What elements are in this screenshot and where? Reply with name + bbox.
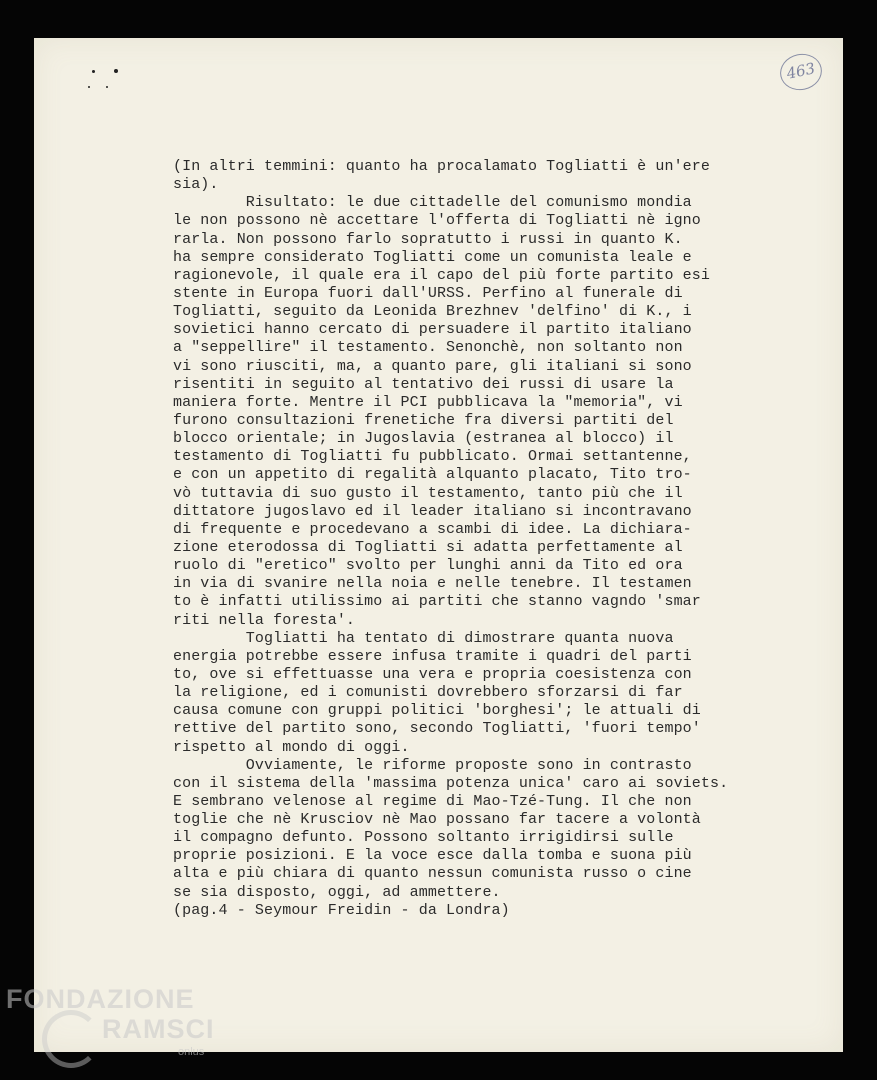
text-line: con il sistema della 'massima potenza unica' caro ai soviets. (173, 774, 729, 792)
text-line: blocco orientale; in Jugoslavia (estranea al blocco) il (173, 430, 674, 448)
punch-marks (86, 64, 126, 94)
text-line: causa comune con gruppi politici 'borghesi'; le attuali di (173, 702, 701, 720)
text-line: E sembrano velenose al regime di Mao-Tzé-Tung. Il che non (173, 792, 692, 810)
text-line: rarla. Non possono farlo sopratutto i russi in quanto K. (173, 230, 683, 248)
text-line: to, ove si effettuasse una vera e propria coesistenza con (173, 665, 692, 683)
text-line: (pag.4 - Seymour Freidin - da Londra) (173, 901, 510, 919)
text-line: la religione, ed i comunisti dovrebbero sforzarsi di far (173, 684, 683, 702)
text-line: di frequente e procedevano a scambi di idee. La dichiara- (173, 520, 692, 538)
text-line: proprie posizioni. E la voce esce dalla tomba e suona più (173, 847, 692, 865)
watermark-line-1: FONDAZIONE (6, 984, 195, 1014)
text-line: energia potrebbe essere infusa tramite i quadri del parti (173, 647, 692, 665)
text-line: stente in Europa fuori dall'URSS. Perfino al funerale di (173, 284, 683, 302)
text-line: risentiti in seguito al tentativo dei russi di usare la (173, 375, 674, 393)
text-line: dittatore jugoslavo ed il leader italiano si incontravano (173, 502, 692, 520)
g-logo-icon (42, 1010, 100, 1068)
watermark-line-3: onlus (178, 1046, 205, 1058)
text-line: Togliatti, seguito da Leonida Brezhnev 'delfino' di K., i (173, 303, 692, 321)
text-line: to è infatti utilissimo ai partiti che stanno vagndo 'smar (173, 593, 701, 611)
text-line: furono consultazioni frenetiche fra diversi partiti del (173, 411, 674, 429)
page-number-stamp: 463 (777, 50, 826, 94)
text-line: a "seppellire" il testamento. Senonchè, non soltanto non (173, 339, 683, 357)
text-line: e con un appetito di regalità alquanto placato, Tito tro- (173, 466, 692, 484)
text-line: (In altri temmini: quanto ha procalamato Togliatti è un'ere (173, 158, 710, 175)
text-line: Ovviamente, le riforme proposte sono in contrasto (173, 756, 692, 774)
text-line: rettive del partito sono, secondo Togliatti, 'fuori tempo' (173, 720, 701, 738)
fondazione-gramsci-watermark (6, 984, 246, 1064)
text-line: maniera forte. Mentre il PCI pubblicava la "memoria", vi (173, 393, 683, 411)
text-line: ragionevole, il quale era il capo del più forte partito esi (173, 266, 710, 284)
watermark-line-2: RAMSCI (102, 1014, 215, 1044)
text-line: le non possono nè accettare l'offerta di Togliatti nè igno (173, 212, 701, 230)
text-line: testamento di Togliatti fu pubblicato. Ormai settantenne, (173, 448, 692, 466)
text-line: sovietici hanno cercato di persuadere il partito italiano (173, 321, 692, 339)
text-line: vò tuttavia di suo gusto il testamento, tanto più che il (173, 484, 683, 502)
text-line: Togliatti ha tentato di dimostrare quanta nuova (173, 629, 674, 647)
text-line: in via di svanire nella noia e nelle tenebre. Il testamen (173, 575, 692, 593)
text-line: rispetto al mondo di oggi. (173, 738, 410, 756)
text-line: riti nella foresta'. (173, 611, 356, 629)
text-line: vi sono riusciti, ma, a quanto pare, gli italiani si sono (173, 357, 692, 375)
text-line: ruolo di "eretico" svolto per lunghi anni da Tito ed ora (173, 557, 683, 575)
text-line: Risultato: le due cittadelle del comunismo mondia (173, 194, 692, 212)
text-line: se sia disposto, oggi, ad ammettere. (173, 883, 501, 901)
typewritten-text (173, 158, 773, 920)
text-line: alta e più chiara di quanto nessun comunista russo o cine (173, 865, 692, 883)
text-line: il compagno defunto. Possono soltanto irrigidirsi sulle (173, 829, 674, 847)
text-line: ha sempre considerato Togliatti come un comunista leale e (173, 248, 692, 266)
text-line: sia). (173, 176, 219, 194)
text-line: toglie che nè Krusciov nè Mao possano far tacere a volontà (173, 811, 701, 829)
text-line: zione eterodossa di Togliatti si adatta perfettamente al (173, 538, 683, 556)
